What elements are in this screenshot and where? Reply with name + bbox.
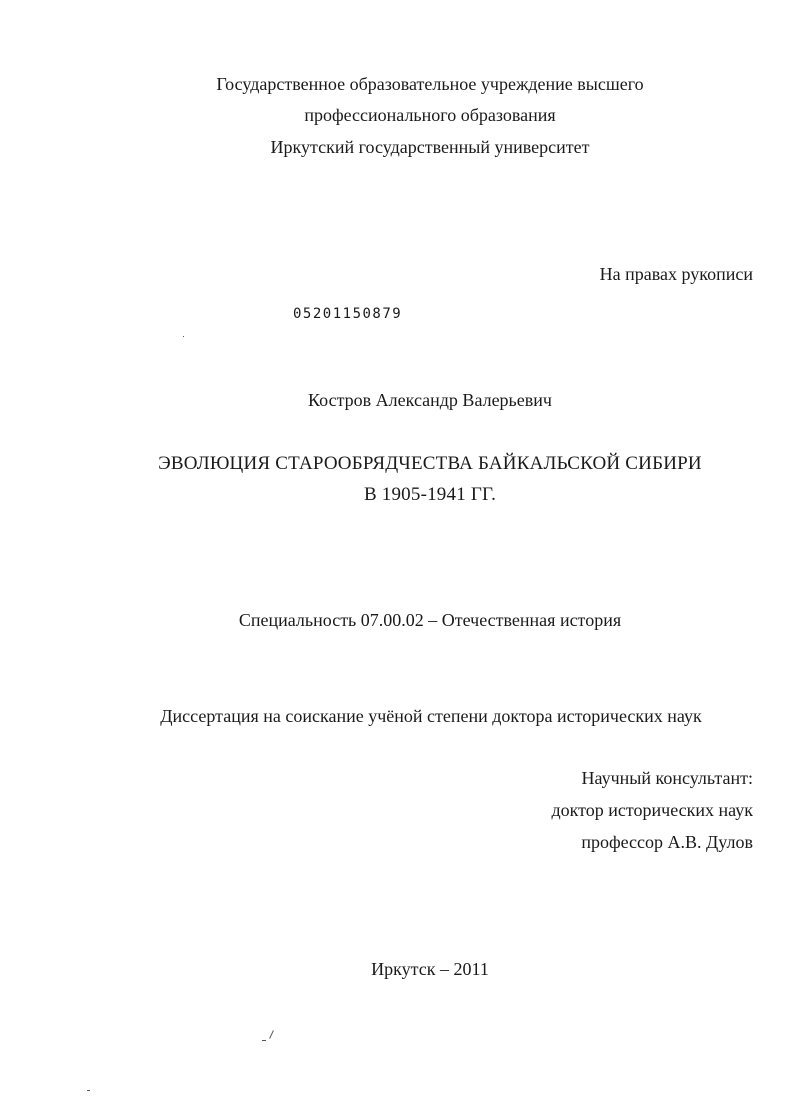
catalog-number: 05201150879 xyxy=(293,306,403,322)
consultant-label: Научный консультант: xyxy=(581,768,753,788)
institution-line-1: Государственное образовательное учреждение высшего xyxy=(216,74,644,94)
scan-mark xyxy=(262,1040,266,1041)
consultant-name: профессор А.В. Дулов xyxy=(581,832,753,852)
scan-speck xyxy=(183,336,184,337)
place-year: Иркутск – 2011 xyxy=(371,959,489,979)
university-name: Иркутский государственный университет xyxy=(270,137,590,157)
author-name: Костров Александр Валерьевич xyxy=(308,390,552,410)
specialty: Специальность 07.00.02 – Отечественная история xyxy=(238,610,622,630)
scan-mark xyxy=(87,1090,90,1091)
dissertation-title-line-2: В 1905-1941 ГГ. xyxy=(363,484,497,505)
manuscript-note: На правах рукописи xyxy=(599,264,753,284)
institution-line-2: профессионального образования xyxy=(304,105,556,125)
dissertation-title-line-1: ЭВОЛЮЦИЯ СТАРООБРЯДЧЕСТВА БАЙКАЛЬСКОЙ СИБИРИ xyxy=(158,453,702,474)
dissertation-type: Диссертация на соискание учёной степени доктора исторических наук xyxy=(160,706,702,726)
scan-mark xyxy=(269,1030,274,1039)
consultant-degree: доктор исторических наук xyxy=(551,800,753,820)
